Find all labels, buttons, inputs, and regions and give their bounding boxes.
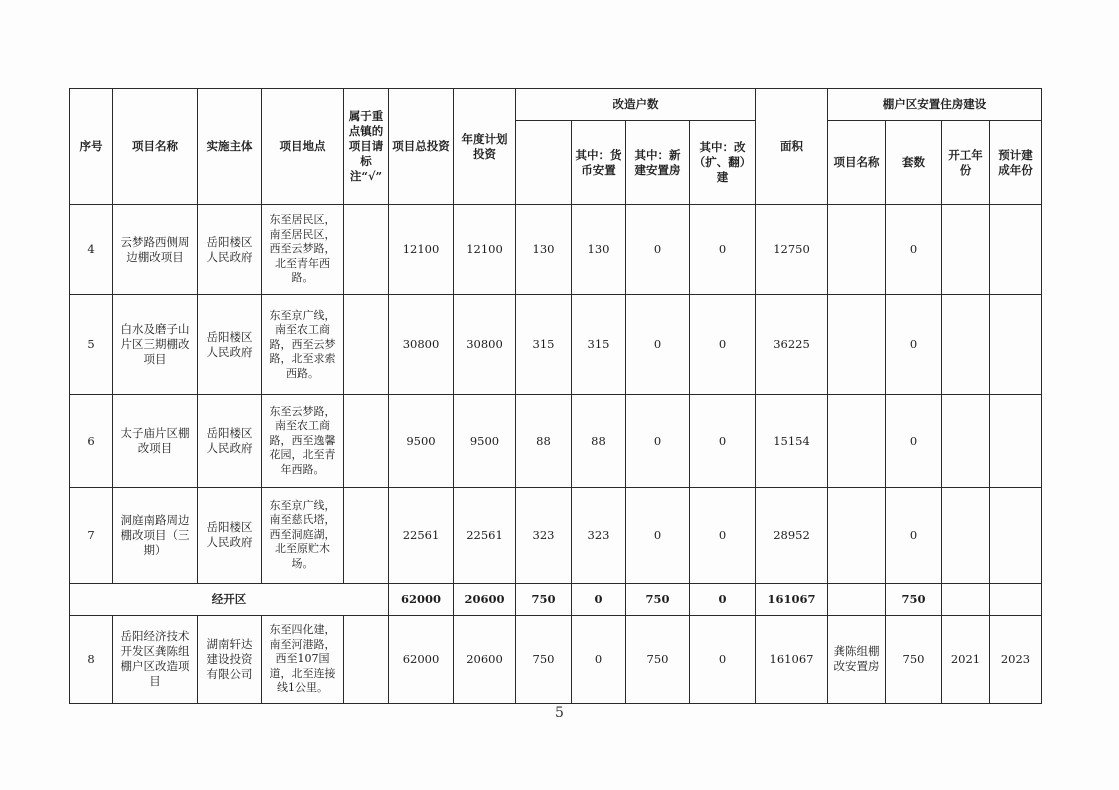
cell-total-investment: 30800 (389, 295, 454, 395)
cell-housing-units: 750 (886, 615, 942, 703)
summary-housing-project-name (828, 583, 886, 615)
cell-annual-investment: 22561 (454, 487, 516, 583)
table-row (70, 615, 1042, 703)
cell-cash-settlement: 315 (572, 295, 626, 395)
cell-rebuild: 0 (690, 395, 756, 487)
summary-cash-settlement: 0 (572, 583, 626, 615)
cell-completion-year: 2023 (990, 615, 1042, 703)
cell-housing-project-name (828, 205, 886, 295)
table-row (70, 295, 1042, 395)
cell-total-investment: 22561 (389, 487, 454, 583)
cell-start-year (942, 205, 990, 295)
cell-location: 东至四化建，南至河港路，西至107国道，北至连接线1公里。 (262, 615, 344, 703)
cell-completion-year (990, 295, 1042, 395)
cell-rebuild: 0 (690, 205, 756, 295)
header-row-top (70, 89, 1042, 121)
cell-households: 750 (516, 615, 572, 703)
header-seq: 序号 (70, 89, 113, 205)
cell-completion-year (990, 395, 1042, 487)
cell-seq: 4 (70, 205, 113, 295)
cell-new-housing: 0 (626, 487, 690, 583)
header-renovation-households: 改造户数 (516, 89, 756, 121)
cell-project-name: 洞庭南路周边棚改项目（三期） (113, 487, 198, 583)
header-completion-year: 预计建成年份 (990, 121, 1042, 205)
cell-housing-project-name: 龚陈组棚改安置房 (828, 615, 886, 703)
page-number: 5 (555, 705, 564, 721)
cell-executor: 湖南轩达建设投资有限公司 (198, 615, 262, 703)
cell-area: 15154 (756, 395, 828, 487)
cell-project-name: 太子庙片区棚改项目 (113, 395, 198, 487)
header-annual-investment: 年度计划投资 (454, 89, 516, 205)
summary-new-housing: 750 (626, 583, 690, 615)
summary-area: 161067 (756, 583, 828, 615)
cell-project-name: 白水及磨子山片区三期棚改项目 (113, 295, 198, 395)
cell-new-housing: 0 (626, 395, 690, 487)
cell-location: 东至云梦路，南至农工商路，西至逸馨花园，北至青年西路。 (262, 395, 344, 487)
header-housing-units: 套数 (886, 121, 942, 205)
table-row (70, 487, 1042, 583)
cell-rebuild: 0 (690, 615, 756, 703)
cell-cash-settlement: 323 (572, 487, 626, 583)
cell-project-name: 云梦路西侧周边棚改项目 (113, 205, 198, 295)
summary-start-year (942, 583, 990, 615)
cell-area: 28952 (756, 487, 828, 583)
cell-start-year: 2021 (942, 615, 990, 703)
cell-executor: 岳阳楼区人民政府 (198, 487, 262, 583)
summary-completion-year (990, 583, 1042, 615)
cell-location: 东至居民区，南至居民区，西至云梦路，北至青年西路。 (262, 205, 344, 295)
cell-housing-units: 0 (886, 487, 942, 583)
cell-annual-investment: 9500 (454, 395, 516, 487)
cell-seq: 6 (70, 395, 113, 487)
cell-housing-project-name (828, 395, 886, 487)
cell-completion-year (990, 487, 1042, 583)
cell-executor: 岳阳楼区人民政府 (198, 205, 262, 295)
cell-executor: 岳阳楼区人民政府 (198, 395, 262, 487)
cell-new-housing: 750 (626, 615, 690, 703)
cell-households: 323 (516, 487, 572, 583)
header-key-town: 属于重点镇的项目请标注“√” (344, 89, 389, 205)
cell-total-investment: 62000 (389, 615, 454, 703)
cell-area: 161067 (756, 615, 828, 703)
cell-location: 东至京广线，南至农工商路，西至云梦路，北至求索西路。 (262, 295, 344, 395)
cell-housing-units: 0 (886, 395, 942, 487)
header-executor: 实施主体 (198, 89, 262, 205)
cell-key-town (344, 487, 389, 583)
cell-area: 36225 (756, 295, 828, 395)
cell-start-year (942, 487, 990, 583)
table-row (70, 205, 1042, 295)
cell-housing-project-name (828, 487, 886, 583)
summary-label: 经开区 (70, 583, 389, 615)
header-housing-project-name: 项目名称 (828, 121, 886, 205)
summary-housing-units: 750 (886, 583, 942, 615)
header-total-investment: 项目总投资 (389, 89, 454, 205)
cell-households: 315 (516, 295, 572, 395)
cell-housing-project-name (828, 295, 886, 395)
cell-total-investment: 9500 (389, 395, 454, 487)
header-rebuild: 其中：改（扩、翻）建 (690, 121, 756, 205)
header-location: 项目地点 (262, 89, 344, 205)
cell-cash-settlement: 130 (572, 205, 626, 295)
summary-rebuild: 0 (690, 583, 756, 615)
summary-row (70, 583, 1042, 615)
cell-project-name: 岳阳经济技术开发区龚陈组棚户区改造项目 (113, 615, 198, 703)
cell-key-town (344, 295, 389, 395)
cell-annual-investment: 20600 (454, 615, 516, 703)
cell-seq: 8 (70, 615, 113, 703)
cell-key-town (344, 395, 389, 487)
cell-annual-investment: 30800 (454, 295, 516, 395)
cell-rebuild: 0 (690, 487, 756, 583)
cell-area: 12750 (756, 205, 828, 295)
summary-annual-investment: 20600 (454, 583, 516, 615)
cell-households: 130 (516, 205, 572, 295)
cell-key-town (344, 205, 389, 295)
table-row (70, 395, 1042, 487)
cell-households: 88 (516, 395, 572, 487)
header-area: 面积 (756, 89, 828, 205)
cell-housing-units: 0 (886, 295, 942, 395)
cell-seq: 5 (70, 295, 113, 395)
cell-location: 东至京广线，南至慈氏塔，西至洞庭湖，北至原贮木场。 (262, 487, 344, 583)
summary-households: 750 (516, 583, 572, 615)
cell-cash-settlement: 0 (572, 615, 626, 703)
summary-total-investment: 62000 (389, 583, 454, 615)
renovation-project-table (69, 88, 1042, 704)
cell-seq: 7 (70, 487, 113, 583)
cell-completion-year (990, 205, 1042, 295)
cell-total-investment: 12100 (389, 205, 454, 295)
cell-executor: 岳阳楼区人民政府 (198, 295, 262, 395)
cell-start-year (942, 395, 990, 487)
header-housing-construction: 棚户区安置住房建设 (828, 89, 1042, 121)
cell-rebuild: 0 (690, 295, 756, 395)
cell-new-housing: 0 (626, 295, 690, 395)
header-project-name: 项目名称 (113, 89, 198, 205)
cell-cash-settlement: 88 (572, 395, 626, 487)
cell-new-housing: 0 (626, 205, 690, 295)
header-new-housing: 其中：新建安置房 (626, 121, 690, 205)
header-cash-settlement: 其中：货币安置 (572, 121, 626, 205)
cell-start-year (942, 295, 990, 395)
header-start-year: 开工年份 (942, 121, 990, 205)
header-households-total (516, 121, 572, 205)
cell-annual-investment: 12100 (454, 205, 516, 295)
cell-key-town (344, 615, 389, 703)
cell-housing-units: 0 (886, 205, 942, 295)
